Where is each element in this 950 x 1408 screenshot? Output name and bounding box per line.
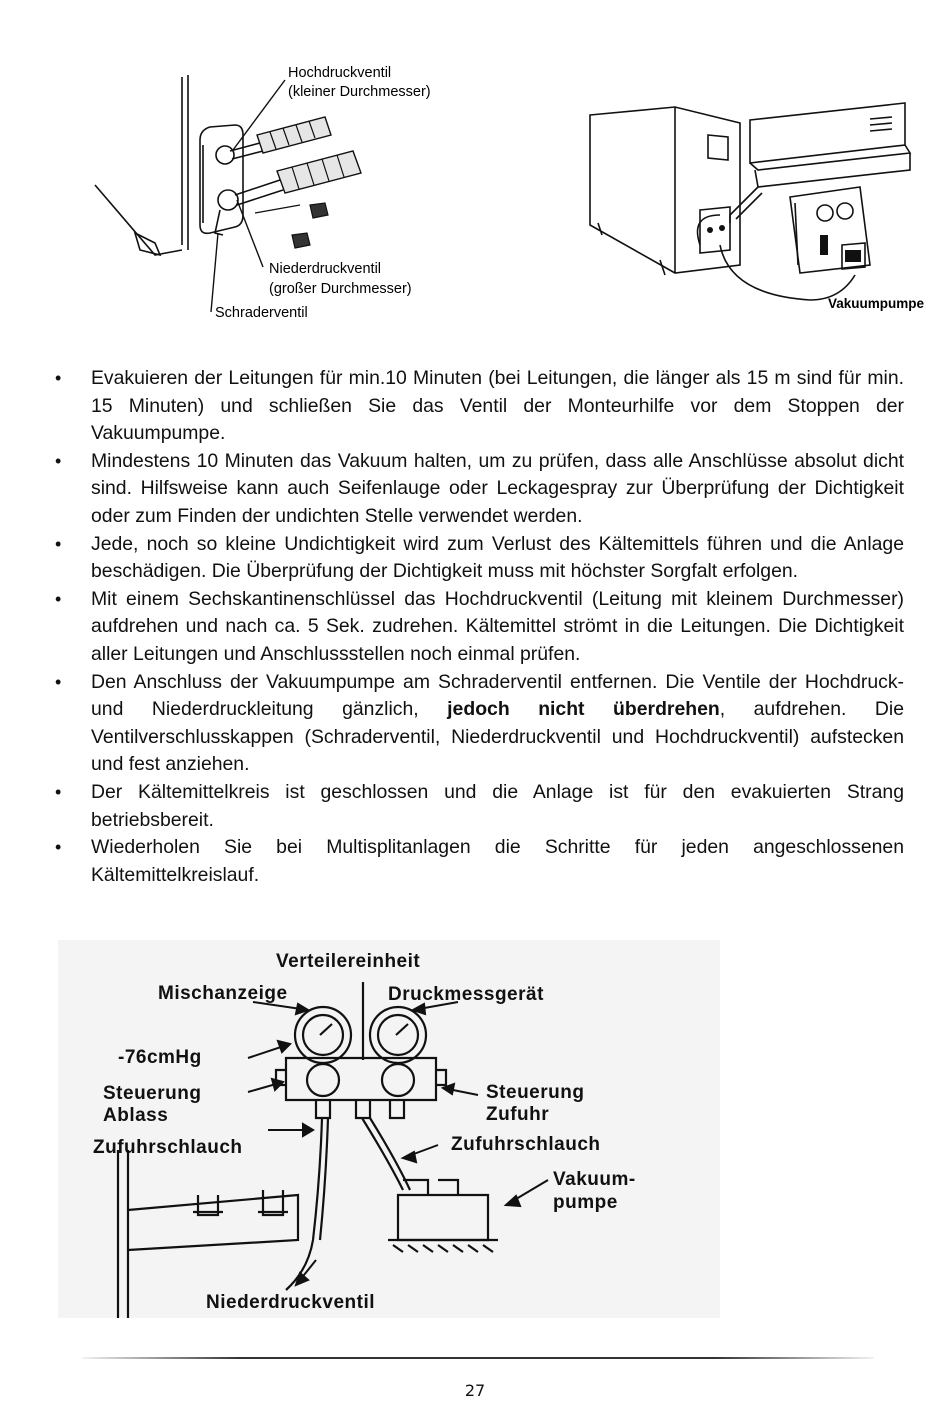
manifold-gauge-figure: [58, 940, 720, 1318]
control-supply-label-1: Steuerung: [486, 1082, 585, 1103]
low-pressure-valve-label: Niederdruckventil: [269, 261, 382, 277]
high-pressure-valve-label: Hochdruckventil: [288, 65, 392, 81]
list-item-text: Den Anschluss der Vakuumpumpe am Schraderventil entfernen. Die Ventile der Hochdruck- und Niederdruckleitung gänzlich,: [91, 670, 904, 721]
pressure-gauge-label: Druckmessgerät: [388, 984, 544, 1005]
instruction-list: [55, 365, 904, 889]
list-item: [55, 669, 904, 779]
list-item-text: Mindestens 10 Minuten das Vakuum halten, um zu prüfen, dass alle Anschlüsse absolut dicht sind. Hilfsweise kann auch Seifenlauge oder Leckagespray zur Überprüfung der Dichtigkeit oder zum Finden der undichten Stelle verwendet werden.: [91, 449, 904, 527]
distributor-label: Verteilereinheit: [276, 951, 421, 972]
footer-divider: [82, 1357, 874, 1359]
vacuum-pump-label-2: pumpe: [553, 1192, 618, 1213]
low-pressure-valve-label: Niederdruckventil: [206, 1292, 375, 1313]
mix-indicator-label: Mischanzeige: [158, 983, 288, 1004]
list-item: [55, 779, 904, 834]
vacuum-pump-label-1: Vakuum-: [553, 1169, 636, 1190]
list-item: [55, 448, 904, 531]
list-item: [55, 365, 904, 448]
high-pressure-valve-sublabel: (kleiner Durchmesser): [288, 84, 431, 100]
list-item-text: , aufdrehen. Die Ventilverschlusskappen (Schraderventil, Niederdruckventil und Hochdruckventil) aufstecken und fest anziehen.: [91, 698, 904, 776]
control-drain-label-2: Ablass: [103, 1105, 169, 1126]
page-number: 27: [464, 1381, 486, 1400]
vacuum-setup-figure: [580, 95, 945, 320]
list-item-text: Mit einem Sechskantinenschlüssel das Hochdruckventil (Leitung mit kleinem Durchmesser) aufdrehen und nach ca. 5 Sek. zudrehen. Kältemittel strömt in die Leitungen. Die Dichtigkeit aller Leitungen und Anschlussstellen noch einmal prüfen.: [91, 587, 904, 665]
valves-figure: [85, 55, 475, 330]
list-item-text: Jede, noch so kleine Undichtigkeit wird zum Verlust des Kältemittels führen und die Anlage beschädigen. Die Überprüfung der Dichtigkeit muss mit höchster Sorgfalt erfolgen.: [91, 532, 904, 583]
vacuum-reading-label: -76cmHg: [118, 1047, 202, 1068]
list-item: [55, 834, 904, 889]
control-supply-label-2: Zufuhr: [486, 1104, 550, 1125]
low-pressure-valve-sublabel: (großer Durchmesser): [269, 281, 412, 297]
list-item: [55, 531, 904, 586]
list-item-text: Evakuieren der Leitungen für min.10 Minuten (bei Leitungen, die länger als 15 m sind für min. 15 Minuten) und schließen Sie das Ventil der Monteurhilfe vor dem Stoppen der Vakuumpumpe.: [91, 367, 904, 445]
supply-hose-right-label: Zufuhrschlauch: [451, 1134, 601, 1155]
list-item: [55, 586, 904, 669]
control-drain-label-1: Steuerung: [103, 1083, 202, 1104]
supply-hose-left-label: Zufuhrschlauch: [93, 1137, 243, 1158]
list-item-text: Wiederholen Sie bei Multisplitanlagen die Schritte für jeden angeschlossenen Kältemittelkreislauf.: [91, 836, 904, 886]
emphasis-text: jedoch nicht überdrehen: [447, 698, 720, 721]
list-item-text: Der Kältemittelkreis ist geschlossen und die Anlage ist für den evakuierten Strang betriebsbereit.: [91, 780, 904, 831]
vacuum-pump-label: Vakuumpumpe: [828, 296, 925, 311]
schrader-valve-label: Schraderventil: [215, 305, 308, 321]
